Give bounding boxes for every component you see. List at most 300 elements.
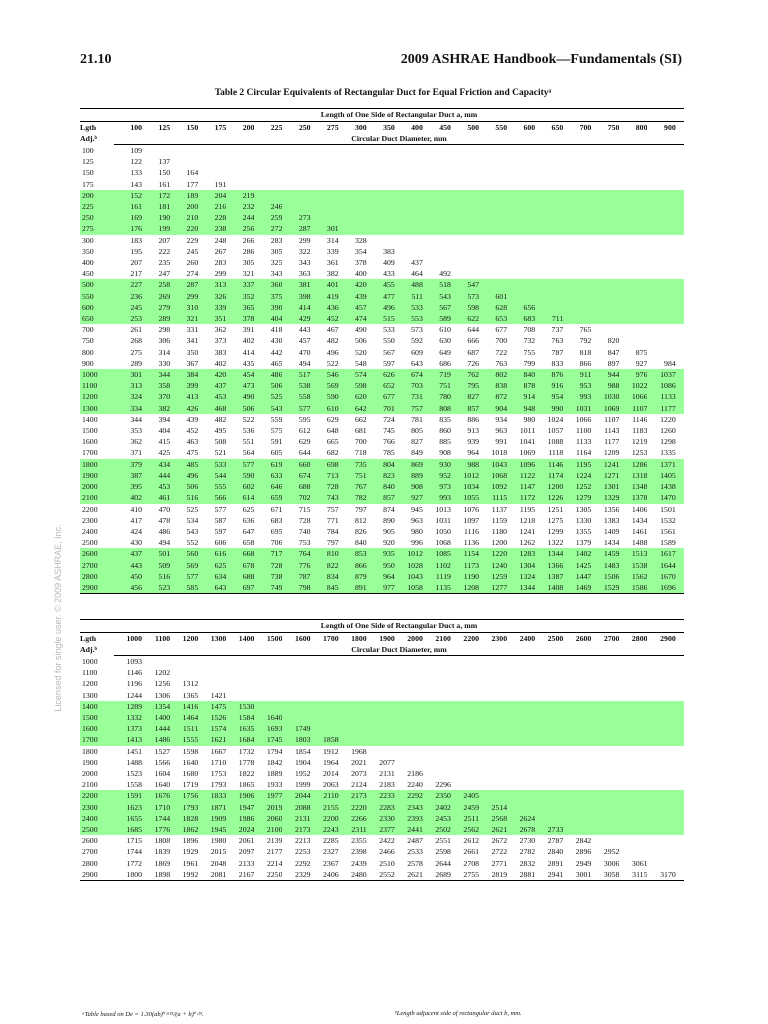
empty-cell	[591, 201, 619, 212]
diameter-cell: 1715	[126, 836, 143, 846]
diameter-cell: 1459	[591, 548, 619, 559]
empty-cell	[451, 667, 479, 678]
diameter-cell: 1772	[126, 858, 143, 868]
empty-cell	[563, 656, 591, 668]
diameter-cell: 520	[355, 347, 367, 357]
diameter-cell: 1304	[507, 560, 535, 571]
diameter-cell: 665	[326, 437, 339, 447]
diameter-cell: 592	[411, 336, 423, 346]
diameter-cell: 1387	[535, 571, 563, 582]
diameter-cell: 671	[270, 504, 283, 514]
diameter-cell: 698	[311, 459, 339, 470]
table-row	[80, 145, 684, 157]
diameter-cell: 522	[326, 358, 339, 368]
length-header: Length of One Side of Rectangular Duct a, mm	[114, 620, 684, 633]
diameter-cell: 506	[355, 336, 367, 346]
row-key: 550	[80, 291, 114, 302]
column-header: 2000	[407, 634, 423, 643]
table-row	[80, 678, 684, 689]
diameter-cell: 1107	[604, 414, 620, 424]
diameter-cell: 550	[383, 336, 395, 346]
diameter-cell: 1298	[660, 437, 676, 447]
diameter-cell: 495	[214, 426, 227, 436]
empty-cell	[226, 656, 254, 668]
diameter-cell: 728	[311, 481, 339, 492]
diameter-cell: 1379	[575, 538, 592, 548]
diameter-cell: 625	[198, 560, 226, 571]
diameter-cell: 1012	[395, 548, 423, 559]
diameter-cell: 344	[130, 414, 143, 424]
diameter-cell: 677	[367, 391, 395, 402]
diameter-cell: 477	[367, 291, 395, 302]
diameter-cell: 1947	[226, 802, 254, 813]
diameter-cell: 339	[198, 302, 226, 313]
diameter-cell: 826	[355, 526, 367, 536]
empty-cell	[647, 690, 675, 701]
diameter-cell: 468	[198, 403, 226, 414]
diameter-cell: 420	[339, 279, 367, 290]
empty-cell	[367, 656, 395, 668]
empty-cell	[367, 712, 395, 723]
diameter-cell: 1286	[619, 459, 647, 470]
diameter-cell: 2624	[507, 813, 535, 824]
row-key: 500	[80, 279, 114, 290]
empty-cell	[479, 268, 507, 279]
empty-cell	[535, 279, 563, 290]
lgth-label: Lgth	[80, 634, 97, 644]
diameter-cell: 402	[214, 358, 227, 368]
diameter-cell: 818	[579, 347, 592, 357]
diameter-cell: 2466	[379, 847, 395, 857]
diameter-cell: 560	[170, 548, 198, 559]
column-header: 900	[664, 123, 676, 132]
adj-label: Adj.ᵇ	[80, 645, 98, 655]
diameter-cell: 1107	[619, 403, 647, 414]
diameter-cell: 765	[579, 325, 592, 335]
diameter-cell: 2733	[535, 824, 563, 835]
empty-cell	[395, 246, 423, 257]
row-key: 450	[82, 269, 94, 279]
empty-cell	[479, 757, 507, 768]
diameter-cell: 875	[635, 347, 648, 357]
empty-cell	[563, 712, 591, 723]
diameter-cell: 496	[367, 302, 395, 313]
diameter-cell: 649	[439, 347, 451, 357]
diameter-cell: 840	[355, 538, 367, 548]
empty-cell	[198, 156, 226, 167]
diameter-cell: 718	[355, 448, 367, 458]
row-key: 2800	[82, 858, 98, 868]
column-header: 2800	[631, 634, 648, 643]
diameter-cell: 2177	[266, 847, 283, 857]
diameter-header: Circular Duct Diameter, mm	[114, 644, 684, 656]
empty-cell	[563, 723, 591, 734]
diameter-cell: 437	[114, 548, 142, 559]
empty-cell	[535, 156, 563, 167]
empty-cell	[451, 223, 479, 234]
diameter-cell: 1312	[182, 679, 199, 689]
table-row	[80, 734, 684, 745]
empty-cell	[591, 723, 619, 734]
diameter-cell: 1122	[507, 470, 535, 481]
diameter-cell: 1220	[660, 414, 676, 424]
diameter-cell: 1589	[660, 538, 676, 548]
empty-cell	[619, 201, 647, 212]
diameter-cell: 776	[282, 560, 310, 571]
empty-cell	[591, 779, 619, 790]
empty-cell	[535, 190, 563, 201]
column-header: 650	[551, 123, 564, 132]
empty-cell	[647, 347, 675, 358]
empty-cell	[563, 746, 591, 757]
diameter-cell: 415	[158, 437, 171, 447]
table-row	[80, 347, 684, 358]
diameter-cell: 553	[395, 313, 423, 324]
empty-cell	[451, 268, 479, 279]
empty-cell	[591, 268, 619, 279]
empty-cell	[563, 813, 591, 824]
diameter-cell: 2393	[395, 813, 423, 824]
table-row	[80, 212, 684, 223]
diameter-cell: 1365	[182, 690, 199, 700]
diameter-cell: 1143	[604, 426, 620, 436]
empty-cell	[647, 167, 675, 178]
diameter-cell: 2755	[451, 869, 479, 881]
empty-cell	[198, 145, 226, 157]
table-row	[80, 582, 684, 594]
diameter-cell: 2405	[451, 790, 479, 801]
diameter-cell: 1405	[647, 470, 675, 481]
diameter-cell: 2881	[507, 869, 535, 881]
diameter-cell: 1133	[576, 437, 592, 447]
empty-cell	[563, 268, 591, 279]
diameter-cell: 1912	[323, 746, 339, 756]
empty-cell	[563, 291, 591, 302]
diameter-cell: 543	[423, 291, 451, 302]
diameter-cell: 1523	[126, 769, 143, 779]
empty-cell	[647, 712, 675, 723]
empty-cell	[619, 690, 647, 701]
empty-cell	[311, 145, 339, 157]
diameter-cell: 1226	[535, 492, 563, 503]
diameter-cell: 1031	[435, 515, 451, 525]
table-row	[80, 824, 684, 835]
empty-cell	[619, 667, 647, 678]
diameter-cell: 1488	[631, 538, 648, 548]
diameter-cell: 383	[214, 347, 227, 357]
diameter-cell: 2952	[603, 847, 620, 857]
diameter-cell: 322	[298, 246, 311, 256]
diameter-cell: 2949	[575, 858, 592, 868]
diameter-cell: 1486	[142, 734, 170, 745]
table-row	[80, 869, 684, 881]
diameter-cell: 740	[298, 526, 311, 536]
diameter-cell: 939	[467, 437, 480, 447]
diameter-cell: 2327	[323, 847, 339, 857]
diameter-cell: 2533	[407, 847, 423, 857]
row-key: 2300	[82, 515, 98, 525]
diameter-cell: 326	[198, 291, 226, 302]
diameter-cell: 1561	[660, 526, 676, 536]
row-key: 2200	[82, 504, 98, 514]
diameter-cell: 1566	[154, 757, 171, 767]
diameter-cell: 1146	[126, 668, 143, 678]
diameter-cell: 1322	[547, 538, 564, 548]
diameter-cell: 2689	[423, 869, 451, 881]
empty-cell	[451, 235, 479, 246]
diameter-cell: 948	[507, 403, 535, 414]
empty-cell	[451, 145, 479, 157]
empty-cell	[311, 678, 339, 689]
empty-cell	[535, 779, 563, 790]
diameter-cell: 1244	[126, 690, 143, 700]
empty-cell	[647, 656, 675, 668]
column-header: 250	[298, 123, 311, 132]
diameter-cell: 404	[254, 313, 282, 324]
diameter-cell: 164	[186, 168, 199, 178]
diameter-cell: 378	[226, 313, 254, 324]
empty-cell	[254, 701, 282, 712]
empty-cell	[535, 667, 563, 678]
diameter-cell: 908	[439, 448, 451, 458]
empty-cell	[282, 156, 310, 167]
diameter-cell: 2402	[423, 802, 451, 813]
table-row	[80, 380, 684, 391]
empty-cell	[647, 824, 675, 835]
diameter-cell: 2329	[282, 869, 310, 881]
diameter-cell: 876	[535, 369, 563, 380]
diameter-cell: 533	[198, 459, 226, 470]
diameter-cell: 2355	[351, 836, 367, 846]
empty-cell	[311, 723, 339, 734]
empty-cell	[535, 212, 563, 223]
diameter-cell: 1744	[142, 813, 170, 824]
diameter-cell: 573	[411, 325, 423, 335]
empty-cell	[451, 779, 479, 790]
empty-cell	[619, 291, 647, 302]
empty-cell	[451, 246, 479, 257]
diameter-cell: 1558	[126, 780, 143, 790]
diameter-cell: 1999	[294, 780, 311, 790]
empty-cell	[535, 235, 563, 246]
row-key: 2700	[80, 560, 114, 571]
empty-cell	[423, 257, 451, 268]
empty-cell	[647, 257, 675, 268]
empty-cell	[311, 190, 339, 201]
diameter-cell: 984	[664, 358, 676, 368]
empty-cell	[591, 167, 619, 178]
diameter-cell: 963	[411, 515, 423, 525]
diameter-cell: 400	[355, 269, 367, 279]
diameter-cell: 897	[607, 358, 620, 368]
diameter-cell: 2283	[367, 802, 395, 813]
diameter-cell: 954	[535, 391, 563, 402]
empty-cell	[479, 656, 507, 668]
diameter-cell: 1862	[170, 824, 198, 835]
empty-cell	[647, 235, 675, 246]
diameter-cell: 1068	[479, 470, 507, 481]
empty-cell	[507, 145, 535, 157]
diameter-cell: 330	[158, 358, 171, 368]
empty-cell	[142, 656, 170, 668]
diameter-cell: 279	[142, 302, 170, 313]
diameter-cell: 1464	[170, 712, 198, 723]
empty-cell	[563, 302, 591, 313]
diameter-cell: 360	[254, 279, 282, 290]
diameter-cell: 1488	[126, 757, 143, 767]
empty-cell	[563, 768, 591, 779]
diameter-cell: 2502	[423, 824, 451, 835]
empty-cell	[535, 790, 563, 801]
empty-cell	[563, 145, 591, 157]
diameter-cell: 521	[214, 448, 227, 458]
diameter-cell: 298	[158, 325, 171, 335]
diameter-cell: 1506	[591, 571, 619, 582]
row-key: 1000	[82, 656, 98, 666]
diameter-cell: 763	[551, 336, 564, 346]
diameter-cell: 872	[479, 391, 507, 402]
row-key: 2000	[82, 769, 98, 779]
diameter-cell: 2285	[323, 836, 339, 846]
diameter-cell: 216	[198, 201, 226, 212]
diameter-cell: 2621	[395, 869, 423, 881]
diameter-cell: 860	[439, 426, 451, 436]
empty-cell	[591, 690, 619, 701]
diameter-cell: 731	[395, 391, 423, 402]
diameter-cell: 1909	[198, 813, 226, 824]
diameter-cell: 1961	[182, 858, 199, 868]
diameter-cell: 299	[170, 291, 198, 302]
diameter-cell: 646	[254, 481, 282, 492]
empty-cell	[479, 279, 507, 290]
diameter-cell: 552	[186, 538, 199, 548]
diameter-cell: 1800	[114, 869, 142, 881]
diameter-cell: 636	[242, 515, 255, 525]
diameter-cell: 1318	[619, 470, 647, 481]
diameter-cell: 1793	[210, 780, 227, 790]
diameter-cell: 658	[242, 538, 255, 548]
diameter-cell: 1200	[535, 481, 563, 492]
table-row	[80, 846, 684, 857]
diameter-cell: 1416	[170, 701, 198, 712]
diameter-cell: 522	[242, 414, 255, 424]
diameter-cell: 1085	[423, 548, 451, 559]
diameter-cell: 442	[270, 347, 283, 357]
diameter-cell: 1241	[591, 459, 619, 470]
diameter-cell: 559	[270, 414, 283, 424]
diameter-cell: 3170	[647, 869, 675, 881]
diameter-cell: 728	[254, 560, 282, 571]
row-key: 1400	[80, 701, 114, 712]
diameter-cell: 453	[142, 481, 170, 492]
empty-cell	[591, 313, 619, 324]
empty-cell	[647, 813, 675, 824]
empty-cell	[563, 802, 591, 813]
row-key: 2600	[80, 548, 114, 559]
empty-cell	[311, 712, 339, 723]
diameter-cell: 2100	[254, 824, 282, 835]
empty-cell	[591, 734, 619, 745]
diameter-cell: 189	[170, 190, 198, 201]
row-key: 650	[80, 313, 114, 324]
empty-cell	[535, 690, 563, 701]
empty-cell	[647, 667, 675, 678]
diameter-cell: 1330	[575, 515, 592, 525]
column-header: 300	[355, 123, 367, 132]
empty-cell	[311, 667, 339, 678]
row-key: 600	[80, 302, 114, 313]
diameter-cell: 2551	[435, 836, 451, 846]
diameter-cell: 2173	[282, 824, 310, 835]
diameter-cell: 674	[395, 369, 423, 380]
lgth-label: Lgth	[80, 123, 97, 133]
empty-cell	[423, 701, 451, 712]
empty-cell	[563, 779, 591, 790]
diameter-cell: 2708	[463, 858, 480, 868]
table-row	[80, 492, 684, 503]
diameter-cell: 401	[311, 279, 339, 290]
diameter-cell: 1732	[238, 746, 255, 756]
diameter-cell: 490	[355, 325, 367, 335]
diameter-cell: 577	[170, 571, 198, 582]
diameter-cell: 1586	[619, 582, 647, 594]
empty-cell	[339, 701, 367, 712]
diameter-cell: 384	[170, 369, 198, 380]
diameter-cell: 1259	[479, 571, 507, 582]
empty-cell	[395, 201, 423, 212]
diameter-cell: 452	[186, 426, 199, 436]
empty-cell	[479, 712, 507, 723]
empty-cell	[198, 678, 226, 689]
empty-cell	[339, 201, 367, 212]
diameter-cell: 370	[142, 391, 170, 402]
diameter-cell: 1929	[182, 847, 199, 857]
table-row	[80, 447, 684, 458]
diameter-cell: 363	[298, 269, 311, 279]
diameter-cell: 1271	[591, 470, 619, 481]
diameter-cell: 1344	[535, 548, 563, 559]
empty-cell	[479, 701, 507, 712]
diameter-cell: 2292	[294, 858, 311, 868]
table-row	[80, 656, 684, 668]
empty-cell	[647, 179, 675, 190]
empty-cell	[339, 190, 367, 201]
diameter-cell: 1224	[563, 470, 591, 481]
empty-cell	[254, 678, 282, 689]
row-key: 2500	[80, 824, 114, 835]
table-row	[80, 858, 684, 869]
diameter-cell: 2377	[367, 824, 395, 835]
diameter-cell: 373	[214, 336, 227, 346]
diameter-cell: 797	[355, 504, 367, 514]
diameter-cell: 1986	[226, 813, 254, 824]
empty-cell	[254, 656, 282, 668]
diameter-cell: 1043	[479, 459, 507, 470]
diameter-cell: 344	[142, 369, 170, 380]
diameter-cell: 161	[114, 201, 142, 212]
diameter-cell: 653	[479, 313, 507, 324]
diameter-cell: 1513	[619, 548, 647, 559]
empty-cell	[619, 179, 647, 190]
empty-cell	[619, 313, 647, 324]
empty-cell	[479, 167, 507, 178]
empty-cell	[311, 690, 339, 701]
diameter-cell: 2578	[407, 858, 423, 868]
diameter-cell: 782	[339, 492, 367, 503]
diameter-cell: 781	[411, 414, 423, 424]
diameter-cell: 1529	[591, 582, 619, 594]
empty-cell	[507, 712, 535, 723]
